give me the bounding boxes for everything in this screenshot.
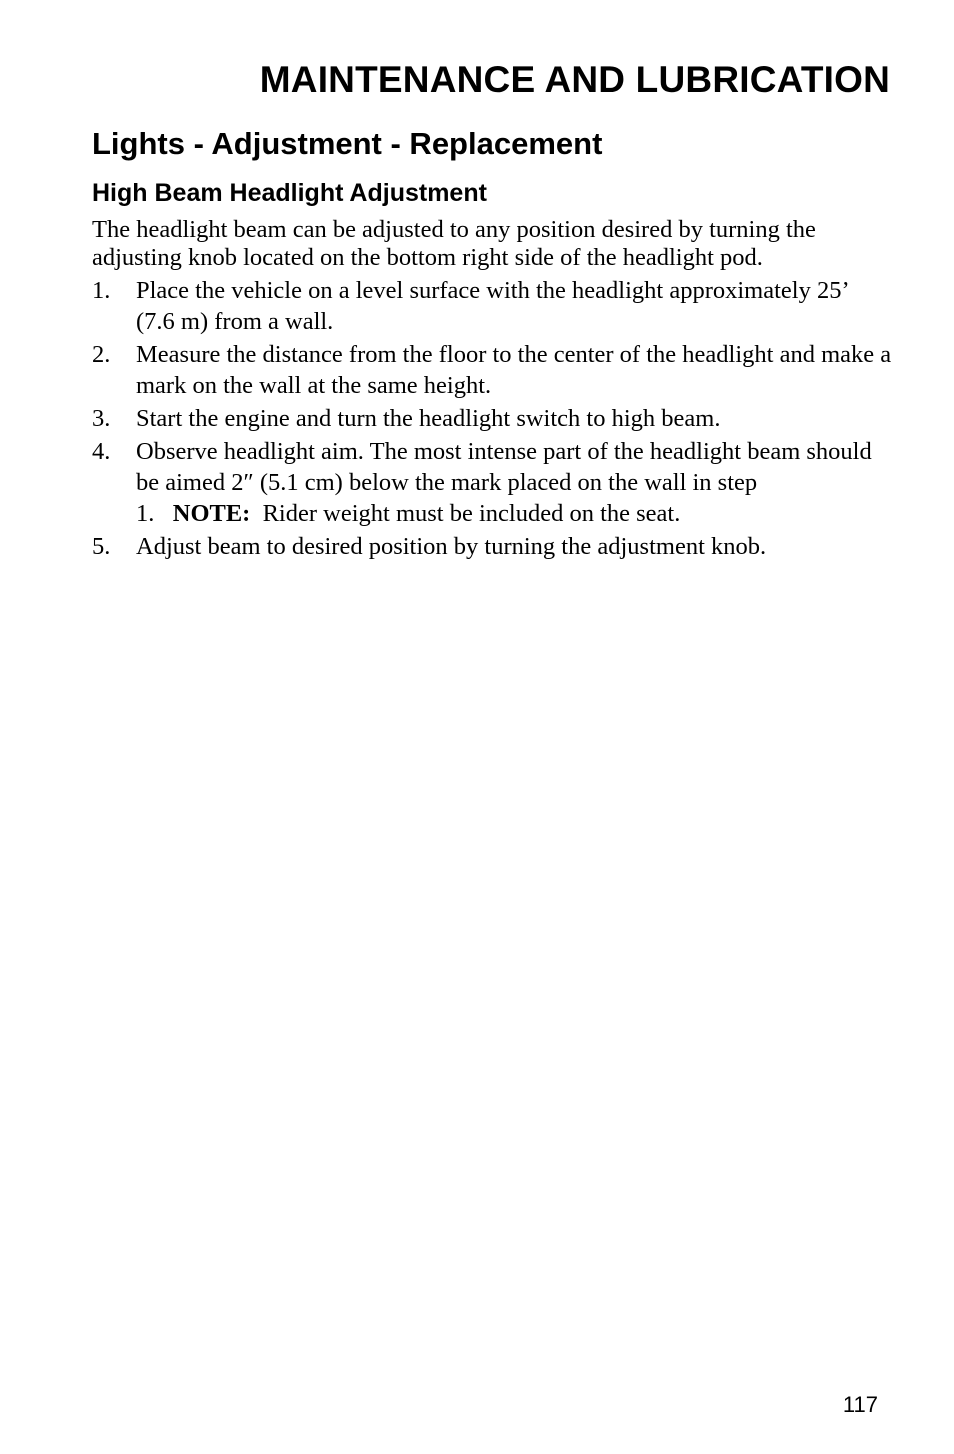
- step-item: [92, 436, 892, 529]
- subsection-title: High Beam Headlight Adjustment: [92, 179, 487, 207]
- step-item: [92, 531, 892, 562]
- step-number: 2.: [92, 341, 111, 368]
- intro-paragraph: The headlight beam can be adjusted to any position desired by turning the adjusting knob located on the bottom right side of the headlight pod.: [92, 216, 816, 271]
- section-title: Lights - Adjustment - Replacement: [92, 126, 603, 161]
- step-text: Observe headlight aim. The most intense part of the headlight beam should be aimed 2″ (5.1 cm) below the mark placed on the wall in step 1.: [136, 438, 872, 527]
- step-item: [92, 403, 892, 434]
- note-text: Rider weight must be included on the seat.: [262, 500, 681, 527]
- step-item: [92, 275, 892, 337]
- note-label: NOTE:: [172, 500, 251, 527]
- step-text: Start the engine and turn the headlight switch to high beam.: [136, 405, 721, 432]
- chapter-title: MAINTENANCE AND LUBRICATION: [259, 59, 890, 100]
- step-number: 4.: [92, 438, 111, 465]
- page-number: 117: [842, 1392, 878, 1417]
- step-number: 3.: [92, 405, 111, 432]
- step-item: [92, 339, 892, 401]
- step-number: 5.: [92, 533, 111, 560]
- page-content: [92, 124, 892, 564]
- step-text: Adjust beam to desired position by turning the adjustment knob.: [136, 533, 767, 560]
- step-text: Place the vehicle on a level surface with the headlight approximately 25’ (7.6 m) from a wall.: [136, 277, 848, 335]
- step-text: Measure the distance from the floor to the center of the headlight and make a mark on the wall at the same height.: [136, 341, 892, 399]
- step-number: 1.: [92, 277, 111, 304]
- step-body: [136, 436, 892, 529]
- steps-list: [92, 275, 892, 562]
